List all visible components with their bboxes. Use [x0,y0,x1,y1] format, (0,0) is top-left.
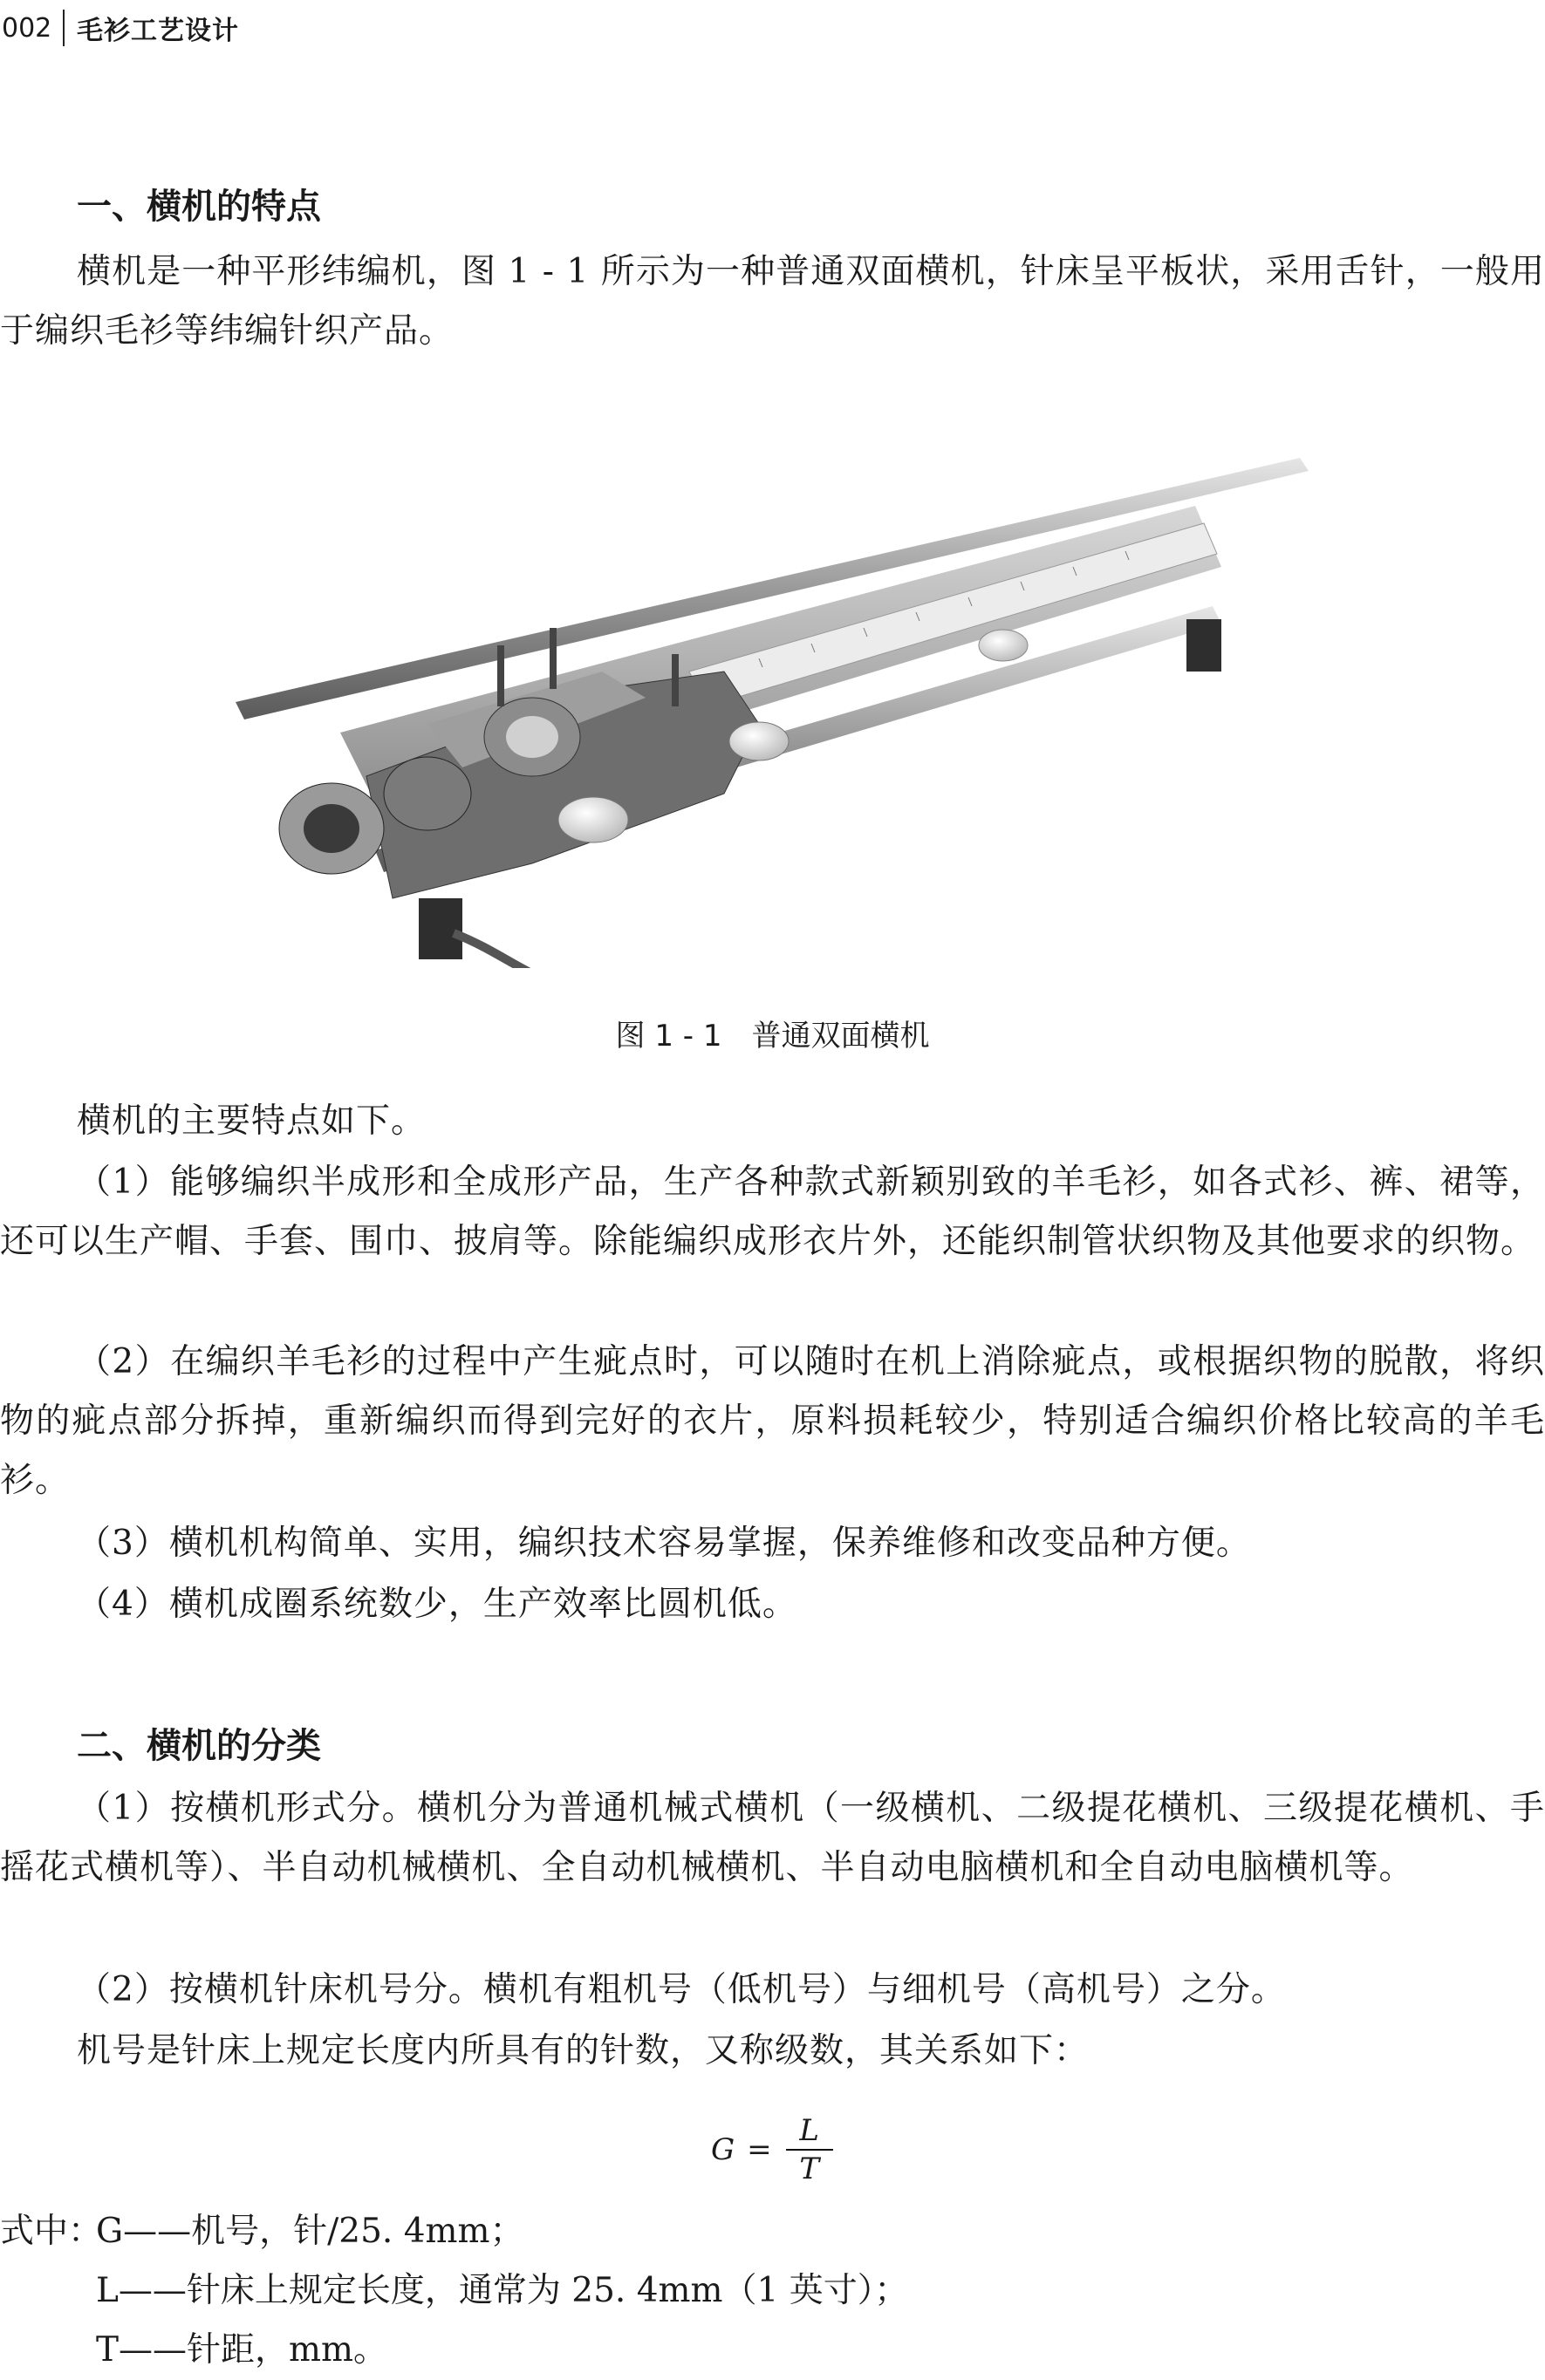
definitions-prefix: 式中： [0,2212,103,2251]
book-title: 毛衫工艺设计 [77,16,239,46]
gauge-formula [711,2111,833,2189]
definition-l: L——针床上规定长度，通常为 25. 4mm（1 英寸）； [96,2271,909,2310]
section-heading-classification: 二、横机的分类 [77,1726,321,1766]
header-divider [63,10,65,46]
formula-fraction [786,2112,833,2187]
formula-equals: = [747,2132,772,2167]
features-lead: 横机的主要特点如下。 [77,1101,427,1141]
page-header [0,7,239,49]
feature-item-3: （3）横机机构简单、实用，编织技术容易掌握，保养维修和改变品种方便。 [77,1524,1251,1563]
definition-t: T——针距，mm。 [96,2330,387,2370]
formula-numerator: L [799,2113,819,2148]
feature-item-4: （4）横机成圈系统数少，生产效率比圆机低。 [77,1585,797,1624]
definition-g: G——机号，针/25. 4mm； [96,2212,524,2251]
feature-item-2: （2）在编织羊毛衫的过程中产生疵点时，可以随时在机上消除疵点，或根据织物的脱散，将织物的疵点部分拆掉，重新编织而得到完好的衣片，原料损耗较少，特别适合编织价格比较高的羊毛衫。 [0,1342,1545,1500]
figure-caption: 图 1 - 1 普通双面横机 [615,1019,930,1054]
formula-denominator: T [799,2152,820,2186]
classification-item-1: （1）按横机形式分。横机分为普通机械式横机（一级横机、二级提花横机、三级提花横机、手摇花式横机等）、半自动机械横机、全自动机械横机、半自动电脑横机和全自动电脑横机等。 [0,1789,1545,1887]
intro-paragraph: 横机是一种平形纬编机，图 1 - 1 所示为一种普通双面横机，针床呈平板状，采用舌针，一般用于编织毛衫等纬编针织产品。 [0,252,1545,351]
formula-lead: 机号是针床上规定长度内所具有的针数，又称级数，其关系如下： [77,2031,1090,2070]
flat-knitting-machine-illustration [236,410,1317,968]
page-number: 002 [2,12,52,44]
section-heading-features: 一、横机的特点 [77,187,321,227]
formula-lhs: G [711,2132,735,2167]
knitting-machine-figure [236,410,1317,968]
feature-item-1: （1）能够编织半成形和全成形产品，生产各种款式新颖别致的羊毛衫，如各式衫、裤、裙等，还可以生产帽、手套、围巾、披肩等。除能编织成形衣片外，还能织制管状织物及其他要求的织物。 [0,1163,1545,1261]
classification-item-2: （2）按横机针床机号分。横机有粗机号（低机号）与细机号（高机号）之分。 [77,1970,1286,2009]
